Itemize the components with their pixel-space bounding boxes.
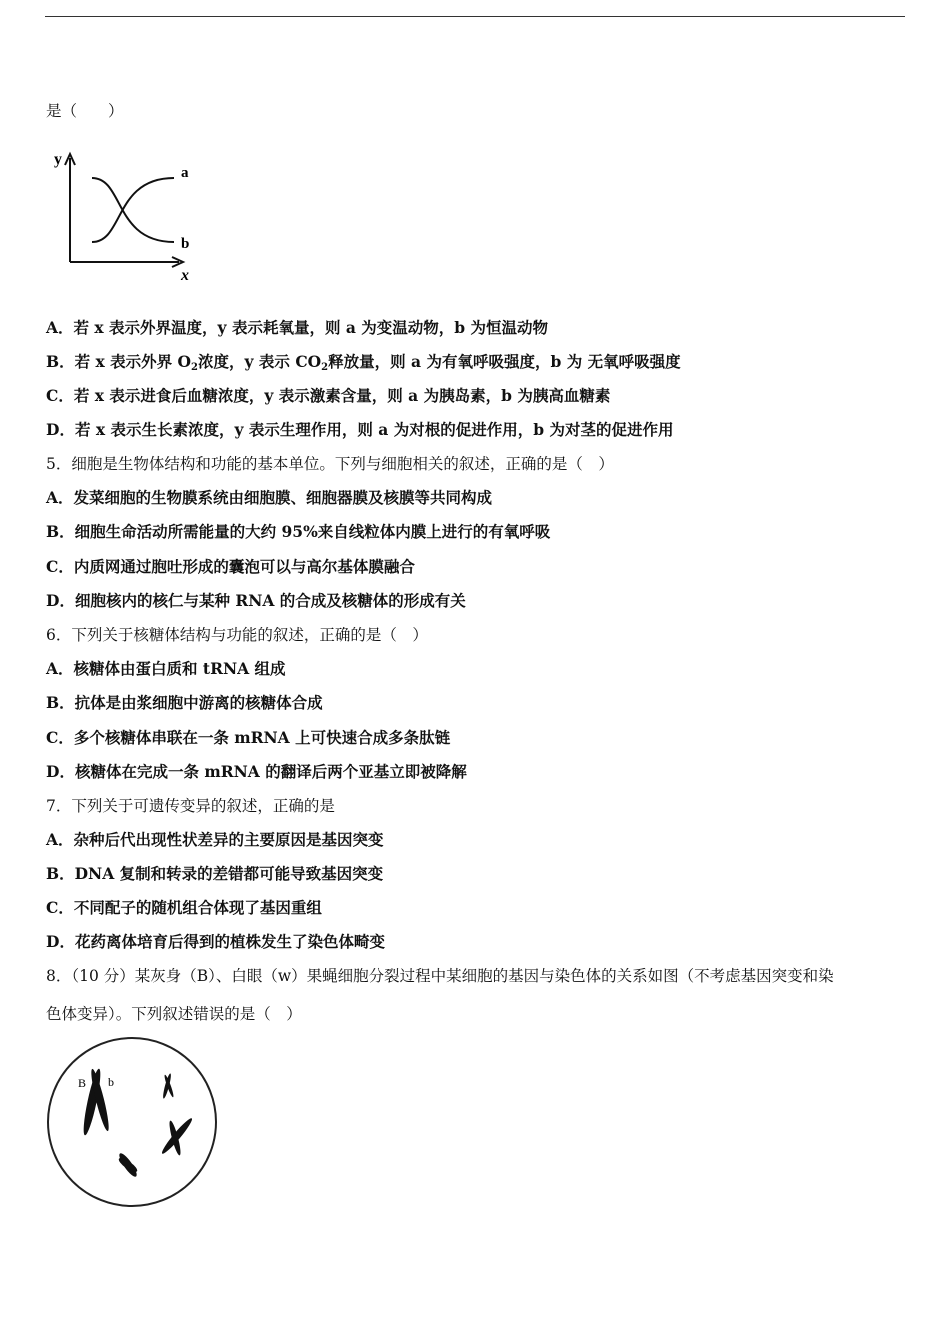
curve-a [92,178,174,242]
q4-curve-graph [44,146,204,286]
chromosome-bottom [117,1151,140,1179]
chromosome-small-x [162,1073,175,1099]
q4-option-d: D．若 x 表示生长素浓度，y 表示生理作用，则 a 为对根的促进作用，b 为对茎的促进作用 [46,420,674,439]
q4-option-a: A．若 x 表示外界温度，y 表示耗氧量，则 a 为变温动物，b 为恒温动物 [46,318,549,337]
q5-option-c: C．内质网通过胞吐形成的囊泡可以与高尔基体膜融合 [46,557,415,576]
q5-stem: 5．细胞是生物体结构和功能的基本单位。下列与细胞相关的叙述，正确的是（ ） [46,455,614,473]
curve-b [92,178,174,242]
q4-option-b-part3: 释放量，则 a 为有氧呼吸强度，b 为 无氧呼吸强度 [328,352,681,371]
q7-stem: 7．下列关于可遗传变异的叙述，正确的是 [46,797,335,815]
curve-a-label: a [181,165,189,181]
chromosome-right-x [160,1116,195,1156]
q6-option-a: A．核糖体由蛋白质和 tRNA 组成 [46,659,286,678]
gene-label-b-upper: B [78,1076,87,1090]
gene-label-b-lower: b [108,1075,114,1089]
q6-option-c: C．多个核糖体串联在一条 mRNA 上可快速合成多条肽链 [46,728,451,747]
q7-option-d: D．花药离体培育后得到的植株发生了染色体畸变 [46,932,385,951]
q8-cell-figure [44,1034,222,1212]
q7-option-a: A．杂种后代出现性状差异的主要原因是基因突变 [46,830,384,849]
q4-option-b [46,351,681,373]
q4-option-c: C．若 x 表示进食后血糖浓度，y 表示激素含量，则 a 为胰岛素，b 为胰高血糖素 [46,386,611,405]
curve-b-label: b [181,236,190,252]
q6-option-b: B．抗体是由浆细胞中游离的核糖体合成 [46,693,323,712]
co2-subscript: 2 [321,362,329,373]
q7-option-b: B．DNA 复制和转录的差错都可能导致基因突变 [46,864,384,883]
q6-stem: 6．下列关于核糖体结构与功能的叙述，正确的是（ ） [46,626,428,644]
q8-stem-line2: 色体变异）。下列叙述错误的是（ ） [46,1005,302,1023]
y-axis-label: y [54,151,62,168]
q5-option-a: A．发菜细胞的生物膜系统由细胞膜、细胞器膜及核膜等共同构成 [46,488,493,507]
q5-option-b: B．细胞生命活动所需能量的大约 95%来自线粒体内膜上进行的有氧呼吸 [46,522,551,541]
page-header-rule [45,16,905,17]
q4-option-b-part2: 浓度，y 表示 CO [198,352,322,371]
q4-stem-tail: 是（ ） [46,102,124,120]
q6-option-d: D．核糖体在完成一条 mRNA 的翻译后两个亚基立即被降解 [46,762,467,781]
q5-option-d: D．细胞核内的核仁与某种 RNA 的合成及核糖体的形成有关 [46,591,466,610]
q4-option-b-part1: B．若 x 表示外界 O [46,352,192,371]
o2-subscript: 2 [191,362,199,373]
q7-option-c: C．不同配子的随机组合体现了基因重组 [46,898,322,917]
q8-stem-line1: 8．（10 分）某灰身（B）、白眼（w）果蝇细胞分裂过程中某细胞的基因与染色体的关系如图（不考虑基因突变和染 [46,967,834,985]
x-axis-label: x [181,267,189,284]
